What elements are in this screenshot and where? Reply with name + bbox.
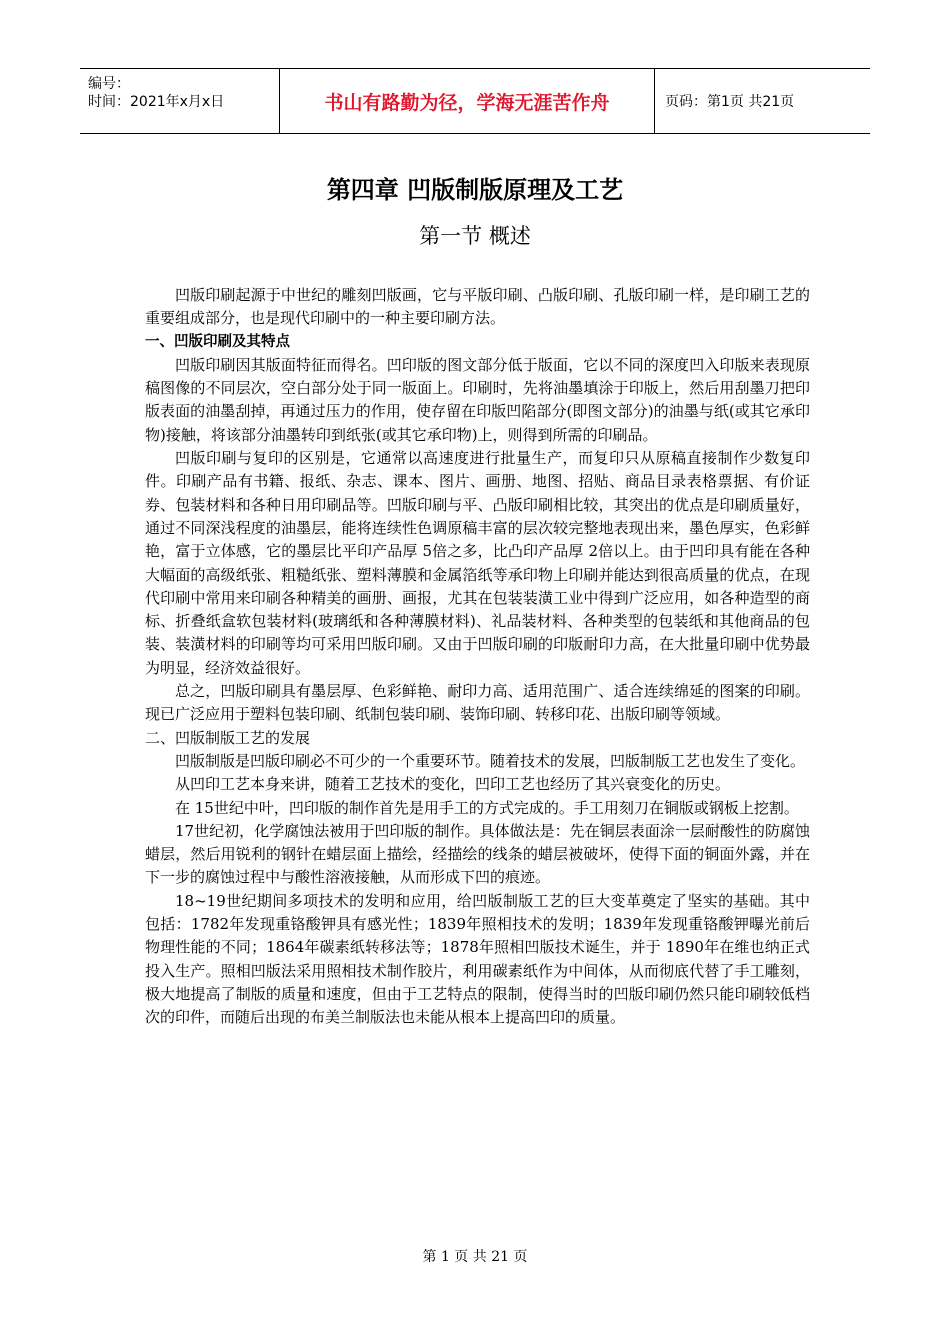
header-left-cell (80, 69, 280, 133)
header-motto: 书山有路勤为径，学海无涯苦作舟 (280, 69, 655, 133)
section-title: 第一节 概述 (419, 224, 531, 248)
paragraph: 18~19世纪期间多项技术的发明和应用，给凹版制版工艺的巨大变革奠定了坚实的基础。其中包括：1782年发现重铬酸钾具有感光性；1839年照相技术的发明；1839年发现重铬酸钾曝光前后物理性能的不同；1864年碳素纸转移法等；1878年照相凹版技术诞生，并于 1890年在维也纳正式投入生产。照相凹版法采用照相技术制作胶片，利用碳素纸作为中间体，从而彻底代替了手工雕刻，极大地提高了制版的质量和速度，但由于工艺特点的限制，使得当时的凹版印刷仍然只能印刷较低档次的印件，而随后出现的布美兰制版法也未能从根本上提高凹印的质量。 (145, 891, 810, 1027)
header-page-info: 页码：第1页 共21页 (665, 94, 795, 110)
page-footer: 第 1 页 共 21 页 (422, 1249, 528, 1265)
document-body (145, 284, 810, 1030)
paragraph: 总之，凹版印刷具有墨层厚、色彩鲜艳、耐印力高、适用范围广、适合连续绵延的图案的印刷。现已广泛应用于塑料包装印刷、纸制包装印刷、装饰印刷、转移印花、出版印刷等领域。 (145, 682, 810, 724)
paragraph: 凹版印刷起源于中世纪的雕刻凹版画，它与平版印刷、凸版印刷、孔版印刷一样，是印刷工艺的重要组成部分，也是现代印刷中的一种主要印刷方法。 (145, 286, 810, 328)
document-time-label: 时间：2021年x月x日 (88, 94, 225, 110)
paragraph: 凹版印刷因其版面特征而得名。凹印版的图文部分低于版面，它以不同的深度凹入印版来表现原稿图像的不同层次，空白部分处于同一版面上。印刷时，先将油墨填涂于印版上，然后用刮墨刀把印版表面的油墨刮掉，再通过压力的作用，使存留在印版凹陷部分(即图文部分)的油墨与纸(或其它承印物)接触，将该部分油墨转印到纸张(或其它承印物)上，则得到所需的印刷品。 (145, 355, 810, 444)
paragraph: 在 15世纪中叶，凹印版的制作首先是用手工的方式完成的。手工用刻刀在铜版或钢板上挖割。 (175, 798, 799, 817)
document-number-label: 编号： (88, 76, 130, 92)
page-header (80, 68, 870, 134)
paragraph: 17世纪初，化学腐蚀法被用于凹印版的制作。具体做法是：先在铜层表面涂一层耐酸性的防腐蚀蜡层，然后用锐利的钢针在蜡层面上描绘，经描绘的线条的蜡层被破坏，使得下面的铜面外露，并在下一步的腐蚀过程中与酸性溶液接触，从而形成下凹的痕迹。 (145, 821, 810, 887)
section-heading: 二、凹版制版工艺的发展 (145, 728, 311, 747)
section-heading: 一、凹版印刷及其特点 (145, 333, 290, 350)
paragraph: 凹版印刷与复印的区别是，它通常以高速度进行批量生产，而复印只从原稿直接制作少数复印件。印刷产品有书籍、报纸、杂志、课本、图片、画册、地图、招贴、商品目录表格票据、有价证券、包装材料和各种日用印刷品等。凹版印刷与平、凸版印刷相比较，其突出的优点是印刷质量好，通过不同深浅程度的油墨层，能将连续性色调原稿丰富的层次较完整地表现出来，墨色厚实，色彩鲜艳，富于立体感，它的墨层比平印产品厚 5倍之多，比凸印产品厚 2倍以上。由于凹印具有能在各种大幅面的高级纸张、粗糙纸张、塑料薄膜和金属箔纸等承印物上印刷并能达到很高质量的优点，在现代印刷中常用来印刷各种精美的画册、画报，尤其在包装装潢工业中得到广泛应用，如各种造型的商标、折叠纸盒软包装材料(玻璃纸和各种薄膜材料)、礼品装材料、各种类型的包装纸和其他商品的包装、装潢材料的印刷等均可采用凹版印刷。又由于凹版印刷的印版耐印力高，在大批量印刷中优势最为明显，经济效益很好。 (145, 449, 810, 677)
paragraph: 凹版制版是凹版印刷必不可少的一个重要环节。随着技术的发展，凹版制版工艺也发生了变化。 (175, 751, 806, 770)
chapter-title: 第四章 凹版制版原理及工艺 (326, 176, 624, 204)
paragraph: 从凹印工艺本身来讲，随着工艺技术的变化，凹印工艺也经历了其兴衰变化的历史。 (175, 775, 731, 794)
